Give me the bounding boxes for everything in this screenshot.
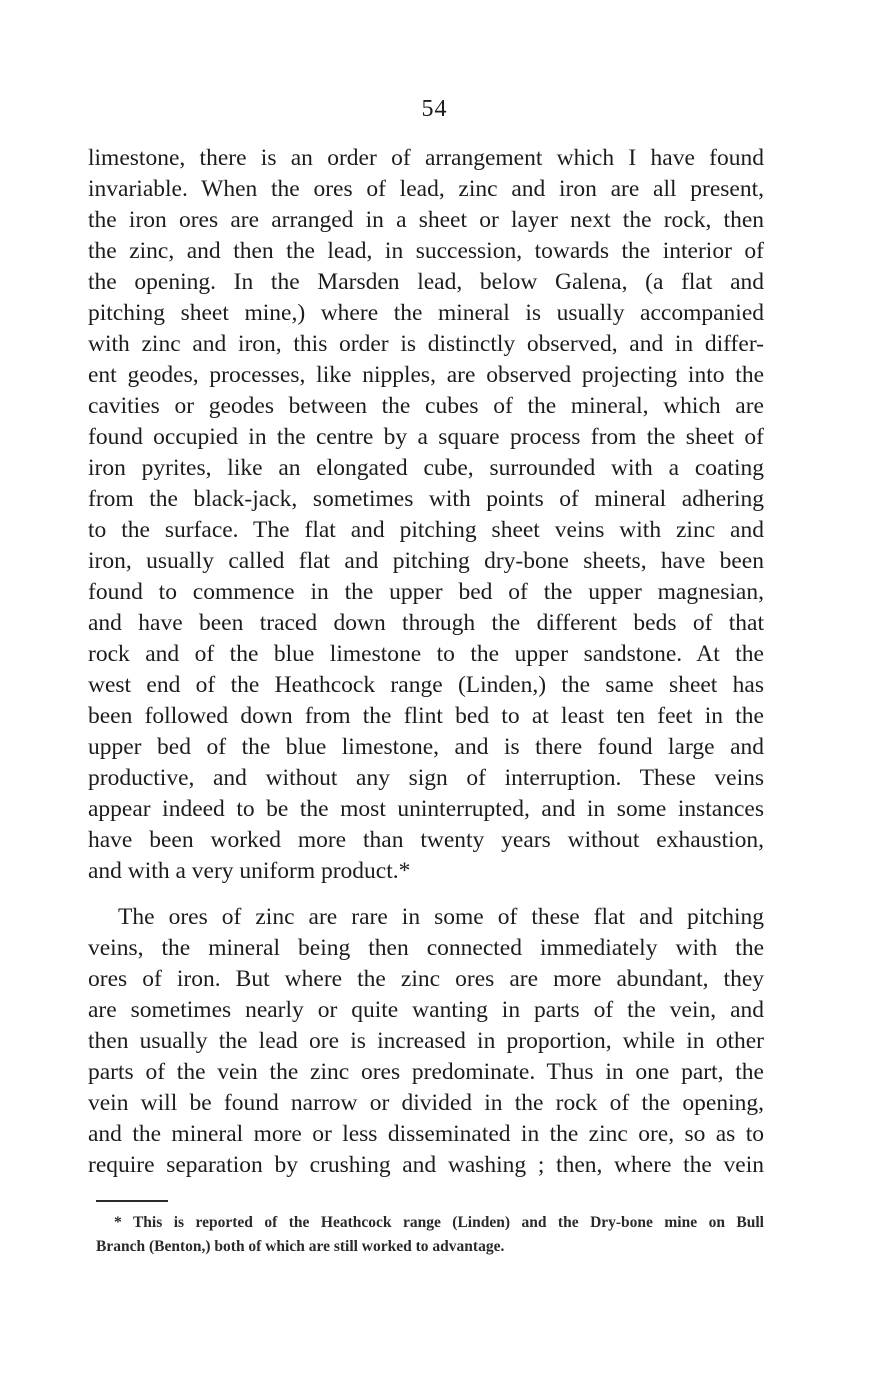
text-line: the iron ores are arranged in a sheet or layer next the rock, then (88, 207, 764, 233)
text-line: the zinc, and then the lead, in succession, towards the interior of (88, 238, 764, 264)
text-line: and with a very uniform product.* (88, 858, 411, 884)
text-line: appear indeed to be the most uninterrupted, and in some instances (88, 796, 764, 822)
text-line: to the surface. The flat and pitching sheet veins with zinc and (88, 517, 764, 543)
text-line: iron, usually called flat and pitching dry-bone sheets, have been (88, 548, 764, 574)
text-line: parts of the vein the zinc ores predominate. Thus in one part, the (88, 1059, 764, 1085)
text-line: from the black-jack, sometimes with points of mineral adhering (88, 486, 764, 512)
text-line: require separation by crushing and washing ; then, where the vein (88, 1152, 764, 1178)
text-line: ores of iron. But where the zinc ores are more abundant, they (88, 966, 764, 992)
text-line: ent geodes, processes, like nipples, are observed projecting into the (88, 362, 764, 388)
footnote-line: Branch (Benton,) both of which are still worked to advantage. (96, 1238, 505, 1255)
text-line: productive, and without any sign of interruption. These veins (88, 765, 764, 791)
text-line: are sometimes nearly or quite wanting in parts of the vein, and (88, 997, 764, 1023)
text-line: The ores of zinc are rare in some of these flat and pitching (118, 904, 764, 930)
text-line: the opening. In the Marsden lead, below Galena, (a flat and (88, 269, 764, 295)
footnote-rule (96, 1200, 168, 1202)
text-line: vein will be found narrow or divided in the rock of the opening, (88, 1090, 764, 1116)
text-line: iron pyrites, like an elongated cube, surrounded with a coating (88, 455, 764, 481)
text-line: veins, the mineral being then connected immediately with the (88, 935, 764, 961)
footnote-line: * This is reported of the Heathcock range (Linden) and the Dry-bone mine on Bull (114, 1214, 764, 1231)
text-line: found to commence in the upper bed of the upper magnesian, (88, 579, 764, 605)
text-line: found occupied in the centre by a square process from the sheet of (88, 424, 764, 450)
text-line: then usually the lead ore is increased in proportion, while in other (88, 1028, 764, 1054)
text-line: limestone, there is an order of arrangement which I have found (88, 145, 764, 171)
text-line: pitching sheet mine,) where the mineral is usually accompanied (88, 300, 764, 326)
text-line: invariable. When the ores of lead, zinc and iron are all present, (88, 176, 764, 202)
text-line: rock and of the blue limestone to the upper sandstone. At the (88, 641, 764, 667)
text-line: cavities or geodes between the cubes of the mineral, which are (88, 393, 764, 419)
page-number: 54 (421, 96, 448, 122)
text-line: with zinc and iron, this order is distinctly observed, and in differ- (88, 331, 764, 357)
text-line: and have been traced down through the different beds of that (88, 610, 764, 636)
text-line: upper bed of the blue limestone, and is there found large and (88, 734, 764, 760)
text-line: been followed down from the flint bed to at least ten feet in the (88, 703, 764, 729)
text-line: west end of the Heathcock range (Linden,) the same sheet has (88, 672, 764, 698)
text-line: and the mineral more or less disseminated in the zinc ore, so as to (88, 1121, 764, 1147)
text-line: have been worked more than twenty years without exhaustion, (88, 827, 764, 853)
